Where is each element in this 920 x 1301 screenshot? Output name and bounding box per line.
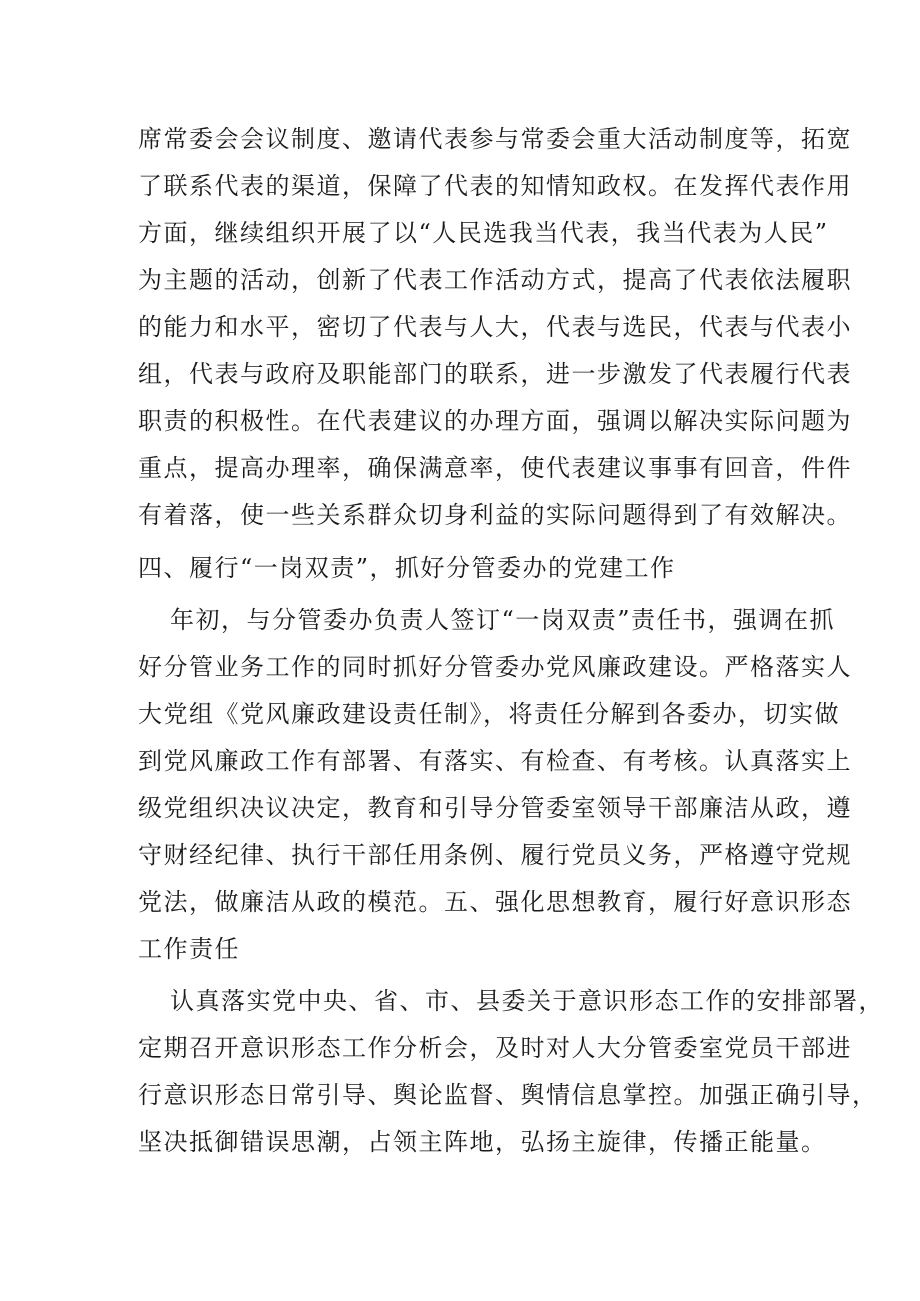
text-line: 方面，继续组织开展了以“人民选我当代表，我当代表为人民” xyxy=(138,219,829,247)
text-line: 大党组《党风廉政建设责任制》，将责任分解到各委办，切实做 xyxy=(138,700,840,728)
text-line: 有着落，使一些关系群众切身利益的实际问题得到了有效解决。 xyxy=(138,501,852,529)
text-line: 重点，提高办理率，确保满意率，使代表建议事事有回音，件件 xyxy=(138,454,852,482)
text-line: 的能力和水平，密切了代表与人大，代表与选民，代表与代表小 xyxy=(138,313,852,341)
text-line: 党法，做廉洁从政的模范。五、强化思想教育，履行好意识形态 xyxy=(138,888,852,916)
text-line: 行意识形态日常引导、舆论监督、舆情信息掌控。加强正确引导， xyxy=(138,1081,878,1109)
text-line: 级党组织决议决定，教育和引导分管委室领导干部廉洁从政，遵 xyxy=(138,794,852,822)
text-line: 为主题的活动，创新了代表工作活动方式，提高了代表依法履职 xyxy=(138,266,852,294)
text-line: 职责的积极性。在代表建议的办理方面，强调以解决实际问题为 xyxy=(138,407,852,435)
text-line: 好分管业务工作的同时抓好分管委办党风廉政建设。严格落实人 xyxy=(138,653,852,681)
text-line: 席常委会会议制度、邀请代表参与常委会重大活动制度等，拓宽 xyxy=(138,125,852,153)
text-line: 认真落实党中央、省、市、县委关于意识形态工作的安排部署， xyxy=(170,987,884,1015)
section-heading: 四、履行“一岗双责”，抓好分管委办的党建工作 xyxy=(138,554,676,582)
text-line: 工作责任 xyxy=(138,935,240,963)
text-line: 年初，与分管委办负责人签订“一岗双责”责任书，强调在抓 xyxy=(170,606,836,634)
text-line: 到党风廉政工作有部署、有落实、有检查、有考核。认真落实上 xyxy=(138,747,852,775)
text-line: 守财经纪律、执行干部任用条例、履行党员义务，严格遵守党规 xyxy=(138,841,852,869)
text-line: 了联系代表的渠道，保障了代表的知情知政权。在发挥代表作用 xyxy=(138,172,852,200)
text-line: 组，代表与政府及职能部门的联系，进一步激发了代表履行代表 xyxy=(138,360,852,388)
text-line: 坚决抵御错误思潮，占领主阵地，弘扬主旋律，传播正能量。 xyxy=(138,1128,827,1156)
text-line: 定期召开意识形态工作分析会，及时对人大分管委室党员干部进 xyxy=(138,1034,852,1062)
